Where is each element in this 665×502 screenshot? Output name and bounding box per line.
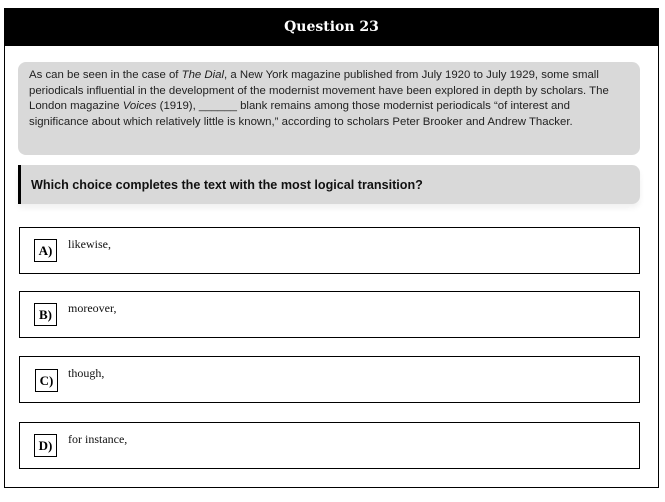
question-prompt: [18, 165, 640, 204]
question-title: Question 23: [284, 19, 379, 35]
option-text: moreover,: [68, 301, 117, 315]
option-label: B): [34, 303, 57, 326]
option-a[interactable]: [19, 227, 640, 274]
question-text: Which choice completes the text with the most logical transition?: [31, 177, 423, 192]
option-label: A): [34, 239, 57, 262]
passage-text: (1919), ______ blank remains among those modernist periodicals “of interest and significance about which relatively little is known,” according to scholars Peter Brooker and Andrew Thacker.: [29, 100, 573, 128]
option-text: for instance,: [68, 432, 128, 446]
passage-italic-title: The Dial: [181, 69, 225, 81]
option-c[interactable]: [19, 356, 640, 403]
option-label: D): [34, 434, 57, 457]
option-label: C): [35, 369, 58, 392]
option-d[interactable]: [19, 422, 640, 469]
question-header: [4, 8, 659, 46]
option-text: likewise,: [68, 237, 111, 251]
passage-text: , a New York magazine published from July 1920 to July 1929, some small periodicals influential in the development of the modernist movement have been explored in depth by scholars. The London magazine: [29, 69, 609, 113]
passage-text: As can be seen in the case of: [29, 69, 182, 81]
option-b[interactable]: [19, 291, 640, 338]
passage-box: [18, 62, 640, 155]
option-text: though,: [68, 366, 105, 380]
passage-italic-title: Voices: [122, 100, 157, 113]
